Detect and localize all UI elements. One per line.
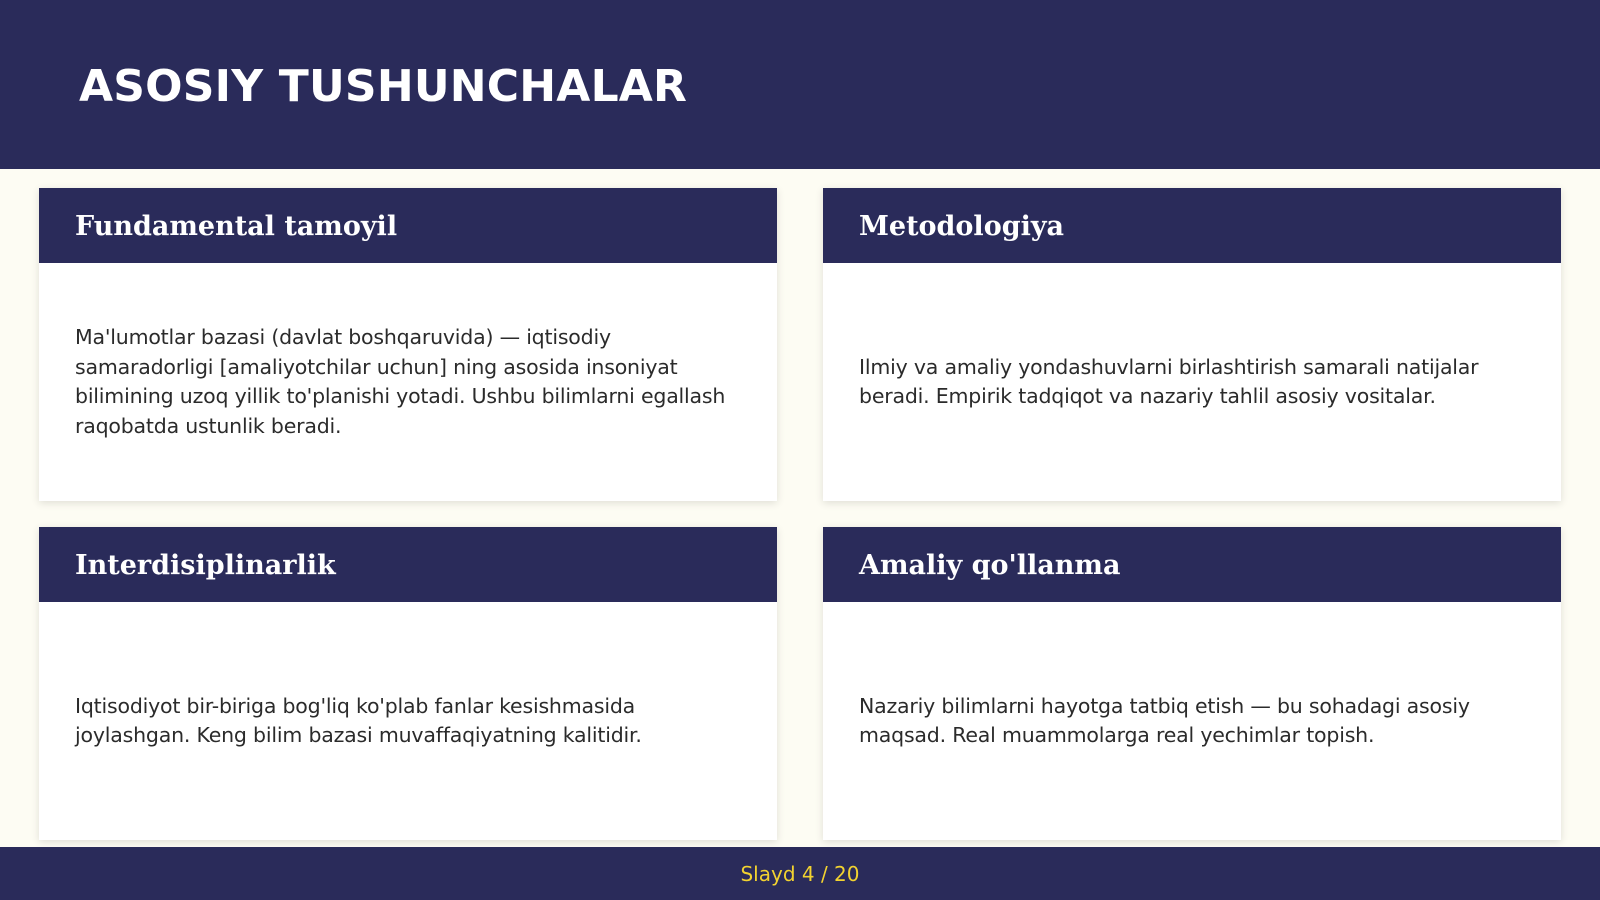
card-text: Ilmiy va amaliy yondashuvlarni birlashtirish samarali natijalar beradi. Empirik tadqiqot va nazariy tahlil asosiy vositalar. (859, 354, 1479, 408)
card-header (39, 527, 777, 602)
card-header (823, 188, 1561, 263)
card-header (823, 527, 1561, 602)
card-interdisciplinarity (39, 527, 777, 840)
card-text: Iqtisodiyot bir-biriga bog'liq ko'plab fanlar kesishmasida joylashgan. Keng bilim bazasi muvaffaqiyatning kalitidir. (75, 693, 642, 747)
card-body (823, 602, 1561, 840)
card-body (39, 602, 777, 840)
card-title: Metodologiya (859, 211, 1065, 242)
footer-bar (0, 847, 1600, 900)
slide-counter: Slayd 4 / 20 (740, 861, 860, 886)
page-title: ASOSIY TUSHUNCHALAR (79, 61, 688, 112)
card-text: Ma'lumotlar bazasi (davlat boshqaruvida) — iqtisodiy samaradorligi [amaliyotchilar uchun] ning asosida insoniyat bilimining uzoq yillik to'planishi yotadi. Ushbu bilimlarni egallash raqobatda ustunlik beradi. (75, 325, 726, 438)
card-text: Nazariy bilimlarni hayotga tatbiq etish — bu sohadagi asosiy maqsad. Real muammolarga real yechimlar topish. (859, 693, 1470, 747)
card-fundamental-principle (39, 188, 777, 501)
card-title: Fundamental tamoyil (75, 211, 398, 242)
card-title: Interdisiplinarlik (75, 550, 336, 581)
card-practical-guide (823, 527, 1561, 840)
card-title: Amaliy qo'llanma (859, 550, 1121, 581)
card-header (39, 188, 777, 263)
header-bar (0, 0, 1600, 169)
card-methodology (823, 188, 1561, 501)
card-body (39, 263, 777, 501)
card-body (823, 263, 1561, 501)
